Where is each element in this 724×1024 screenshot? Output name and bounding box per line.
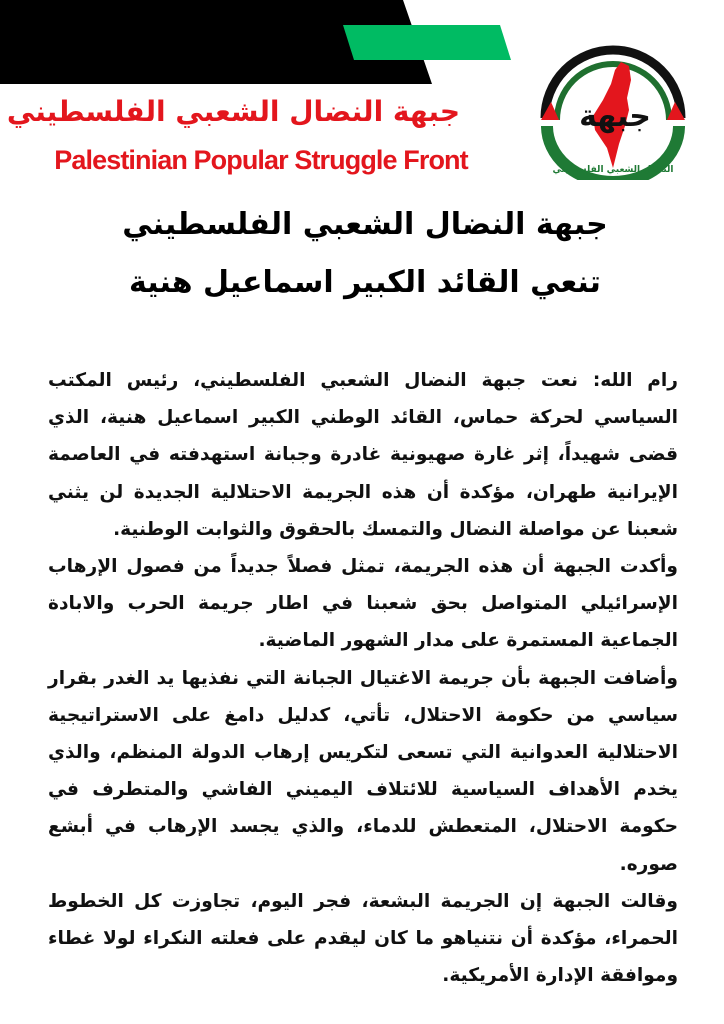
title-line-1: جبهة النضال الشعبي الفلسطيني [122, 207, 608, 242]
logo-ring-text: النضال الشعبي الفلسطيني [552, 165, 674, 175]
brand-name-arabic: جبهة النضال الشعبي الفلسطيني [6, 95, 460, 128]
organization-emblem-icon [533, 40, 693, 180]
brand-name-english: Palestinian Popular Struggle Front [54, 145, 468, 175]
title-line-2: تنعي القائد الكبير اسماعيل هنية [129, 265, 601, 300]
header-banner-green-stripe [343, 25, 511, 60]
paragraph: وأضافت الجبهة بأن جريمة الاغتيال الجبانة التي نفذيها يد الغدر بقرار سياسي من حكومة الاحتلال، تأتي، كدليل دامغ على الاستراتيجية الاحتلالية العدوانية التي تسعى لتكريس إرهاب الدولة المنظم، والذي يخدم الأهداف السياسية للائتلاف اليميني الفاشي والمتطرف في حكومة الاحتلال، المتعطش للدماء، والذي يجسد الإرهاب في أبشع صوره. [48, 667, 678, 875]
page-title [90, 196, 640, 312]
paragraph: رام الله: نعت جبهة النضال الشعبي الفلسطيني، رئيس المكتب السياسي لحركة حماس، القائد الوطني الكبير اسماعيل هنية، الذي قضى شهيداً، إثر غارة صهيونية غادرة وجبانة استهدفته في العاصمة الإيرانية طهران، مؤكدة أن هذه الجريمة الاحتلالية الجديدة لن يثني شعبنا عن مواصلة النضال والتمسك بالحقوق والثوابت الوطنية. [48, 370, 678, 540]
statement-body [48, 362, 678, 994]
logo-emblem-text: جبهة [579, 99, 651, 134]
paragraph: وقالت الجبهة إن الجريمة البشعة، فجر اليوم، تجاوزت كل الخطوط الحمراء، مؤكدة أن نتنياهو ما كان ليقدم على فعلته النكراء لولا غطاء وموافقة الإدارة الأمريكية. [48, 890, 678, 987]
paragraph: وأكدت الجبهة أن هذه الجريمة، تمثل فصلاً جديداً من فصول الإرهاب الإسرائيلي المتواصل بحق شعبنا في اطار جريمة الحرب والابادة الجماعية المستمرة على مدار الشهور الماضية. [48, 556, 678, 652]
